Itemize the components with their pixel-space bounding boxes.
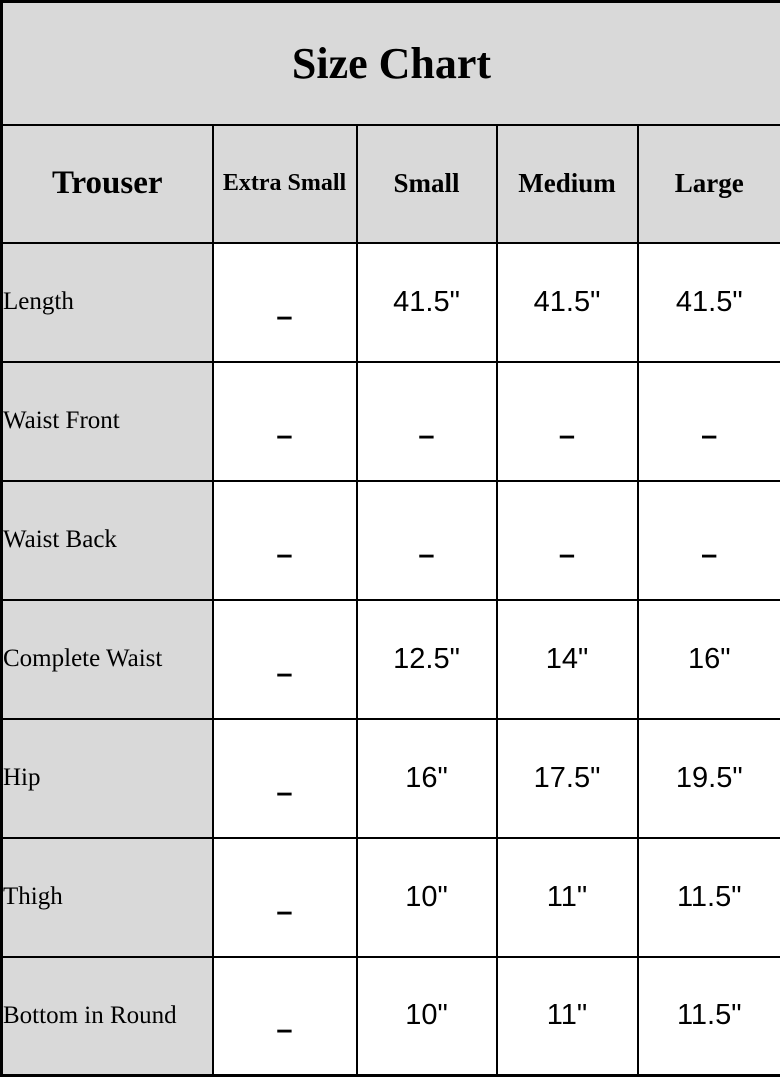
size-value: 11": [497, 838, 638, 957]
table-row-bottom-in-round: [2, 957, 780, 1076]
table-row-waist-front: [2, 362, 780, 481]
size-value: 11.5": [638, 838, 780, 957]
header-row: [2, 125, 780, 243]
table-row-thigh: [2, 838, 780, 957]
size-value: 16": [638, 600, 780, 719]
size-value: –: [638, 481, 780, 600]
size-value: –: [213, 957, 357, 1076]
size-value: –: [213, 362, 357, 481]
table-row-waist-back: [2, 481, 780, 600]
row-label: Complete Waist: [2, 600, 213, 719]
corner-header-trouser: Trouser: [2, 125, 213, 243]
row-label: Bottom in Round: [2, 957, 213, 1076]
size-value: 41.5": [357, 243, 497, 362]
size-value: 41.5": [638, 243, 780, 362]
page-title: Size Chart: [2, 2, 780, 125]
size-value: –: [213, 600, 357, 719]
size-value: 19.5": [638, 719, 780, 838]
size-value: 41.5": [497, 243, 638, 362]
row-label: Thigh: [2, 838, 213, 957]
table-row-complete-waist: [2, 600, 780, 719]
size-value: 17.5": [497, 719, 638, 838]
column-header-medium: Medium: [497, 125, 638, 243]
size-value: 11": [497, 957, 638, 1076]
size-value: 14": [497, 600, 638, 719]
column-header-small: Small: [357, 125, 497, 243]
size-value: –: [213, 243, 357, 362]
size-value: –: [497, 362, 638, 481]
row-label: Waist Back: [2, 481, 213, 600]
row-label: Hip: [2, 719, 213, 838]
table-row-length: [2, 243, 780, 362]
size-value: –: [213, 719, 357, 838]
column-header-large: Large: [638, 125, 780, 243]
size-value: 11.5": [638, 957, 780, 1076]
column-header-extra-small: Extra Small: [213, 125, 357, 243]
size-value: –: [357, 481, 497, 600]
size-value: –: [497, 481, 638, 600]
size-value: –: [213, 481, 357, 600]
size-value: –: [357, 362, 497, 481]
size-value: 10": [357, 957, 497, 1076]
row-label: Waist Front: [2, 362, 213, 481]
table-row-hip: [2, 719, 780, 838]
size-value: 12.5": [357, 600, 497, 719]
title-row: [2, 2, 780, 125]
size-value: –: [638, 362, 780, 481]
size-value: 16": [357, 719, 497, 838]
size-value: 10": [357, 838, 497, 957]
row-label: Length: [2, 243, 213, 362]
size-value: –: [213, 838, 357, 957]
